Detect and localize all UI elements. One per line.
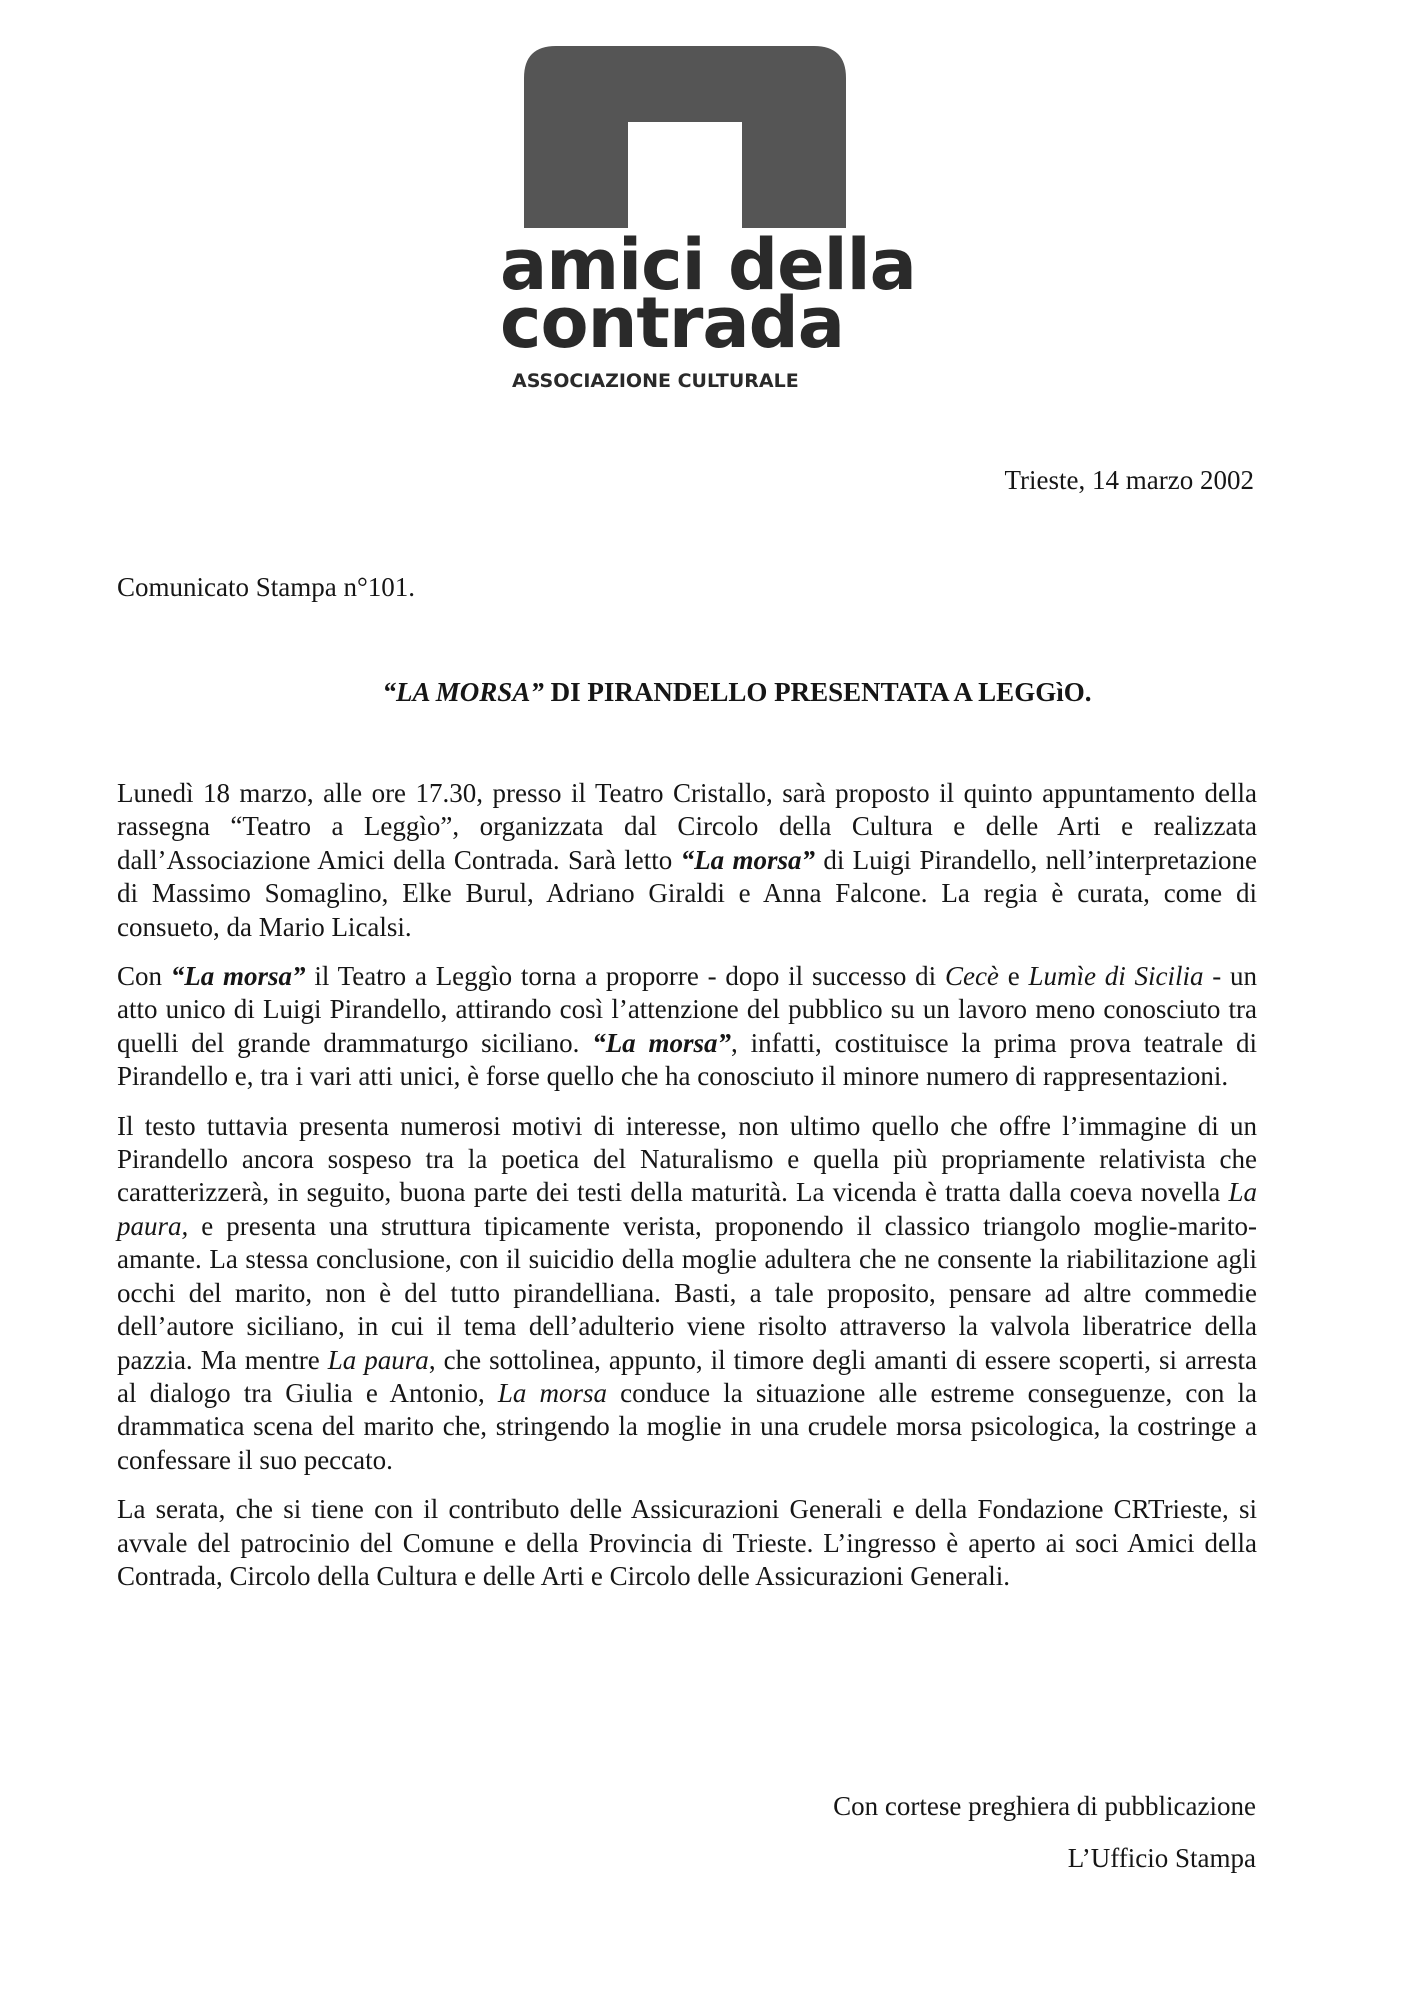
headline-title: “LA MORSA” bbox=[382, 677, 544, 707]
logo-tagline: ASSOCIAZIONE CULTURALE bbox=[512, 370, 799, 392]
logo-line-1: amici della bbox=[500, 224, 916, 306]
paragraph-1 bbox=[117, 777, 1257, 944]
play-title: “La morsa” bbox=[680, 844, 815, 875]
text-run: , che sottolinea, appunto, il timore degli amanti di essere scoperti, si arresta al dialogo tra Giulia e Antonio, bbox=[117, 1344, 1257, 1408]
text-run: , infatti, costituisce la prima prova teatrale di Pirandello e, tra i vari atti unici, è forse quello che ha conosciuto il minore numero di rappresentazioni. bbox=[117, 1027, 1258, 1092]
closing-block bbox=[833, 1780, 1256, 1884]
headline-rest: DI PIRANDELLO PRESENTATA A LEGGìO. bbox=[543, 677, 1092, 707]
text-run: e presenta una struttura tipicamente verista, proponendo il classico triangolo moglie-marito-amante. La stessa conclusione, con il suicidio della moglie adultera che ne consente la riabilitazione agli occhi del marito, non è del tutto pirandelliana. Basti, a tale proposito, pensare ad altre commedie dell’autore siciliano, in cui il tema dell’adulterio viene risolto attraverso la valvola liberatrice della pazzia. Ma mentre bbox=[117, 1210, 1257, 1375]
play-title: “La morsa” bbox=[592, 1027, 732, 1058]
signature-office: L’Ufficio Stampa bbox=[1067, 1843, 1256, 1873]
logo-line-2: contrada bbox=[500, 282, 844, 364]
play-title: “La morsa” bbox=[170, 961, 306, 992]
italic-title: Cecè bbox=[944, 961, 999, 992]
paragraph-4: La serata, che si tiene con il contributo delle Assicurazioni Generali e della Fondazione CRTrieste, si avvale del patrocinio del Comune e della Provincia di Trieste. L’ingresso è aperto ai soci Amici della Contrada, Circolo della Cultura e delle Arti e Circolo delle Assicurazioni Generali. bbox=[117, 1494, 1257, 1591]
arch-logo-icon bbox=[510, 38, 860, 230]
italic-title: La paura bbox=[327, 1344, 429, 1375]
paragraph-3 bbox=[117, 1110, 1257, 1477]
text-run: Il testo tuttavia presenta numerosi motivi di interesse, non ultimo quello che offre l’immagine di un Pirandello ancora sospeso tra la poetica del Naturalismo e quella più propriamente relativista che caratterizzerà, in seguito, buona parte dei testi della maturità. La vicenda è tratta dalla coeva novella bbox=[117, 1110, 1257, 1208]
body-text bbox=[117, 777, 1257, 1609]
headline bbox=[0, 677, 1424, 708]
italic-title: La paura, bbox=[117, 1177, 1257, 1241]
text-run: e bbox=[998, 961, 1029, 992]
text-run: Lunedì 18 marzo, alle ore 17.30, presso il Teatro Cristallo, sarà proposto il quinto appuntamento della rassegna “Teatro a Leggìo”, organizzata dal Circolo della Cultura e delle Arti e realizzata dall’Associazione Amici della Contrada. Sarà letto bbox=[117, 778, 1257, 875]
paragraph-2 bbox=[117, 960, 1257, 1094]
text-run: di Luigi Pirandello, nell’interpretazione di Massimo Somaglino, Elke Burul, Adriano Giraldi e Anna Falcone. La regia è curata, come di consueto, da Mario Licalsi. bbox=[117, 844, 1257, 942]
letter-date: Trieste, 14 marzo 2002 bbox=[1004, 465, 1254, 495]
text-run: conduce la situazione alle estreme conseguenze, con la drammatica scena del marito che, stringendo la moglie in una crudele morsa psicologica, la costringe a confessare il suo peccato. bbox=[117, 1377, 1257, 1475]
text-run: Con bbox=[117, 961, 171, 992]
text-run: - un atto unico di Luigi Pirandello, attirando così l’attenzione del pubblico su un lavoro meno conosciuto tra quelli del grande drammaturgo siciliano. bbox=[117, 961, 1257, 1058]
press-release-number: Comunicato Stampa n°101. bbox=[117, 572, 416, 602]
text-run: il Teatro a Leggìo torna a proporre - dopo il successo di bbox=[305, 961, 945, 992]
closing-request: Con cortese preghiera di pubblicazione bbox=[833, 1791, 1256, 1821]
italic-title: Lumìe di Sicilia bbox=[1028, 961, 1204, 992]
italic-title: La morsa bbox=[497, 1377, 608, 1408]
logo-amici-della-contrada bbox=[500, 38, 916, 392]
